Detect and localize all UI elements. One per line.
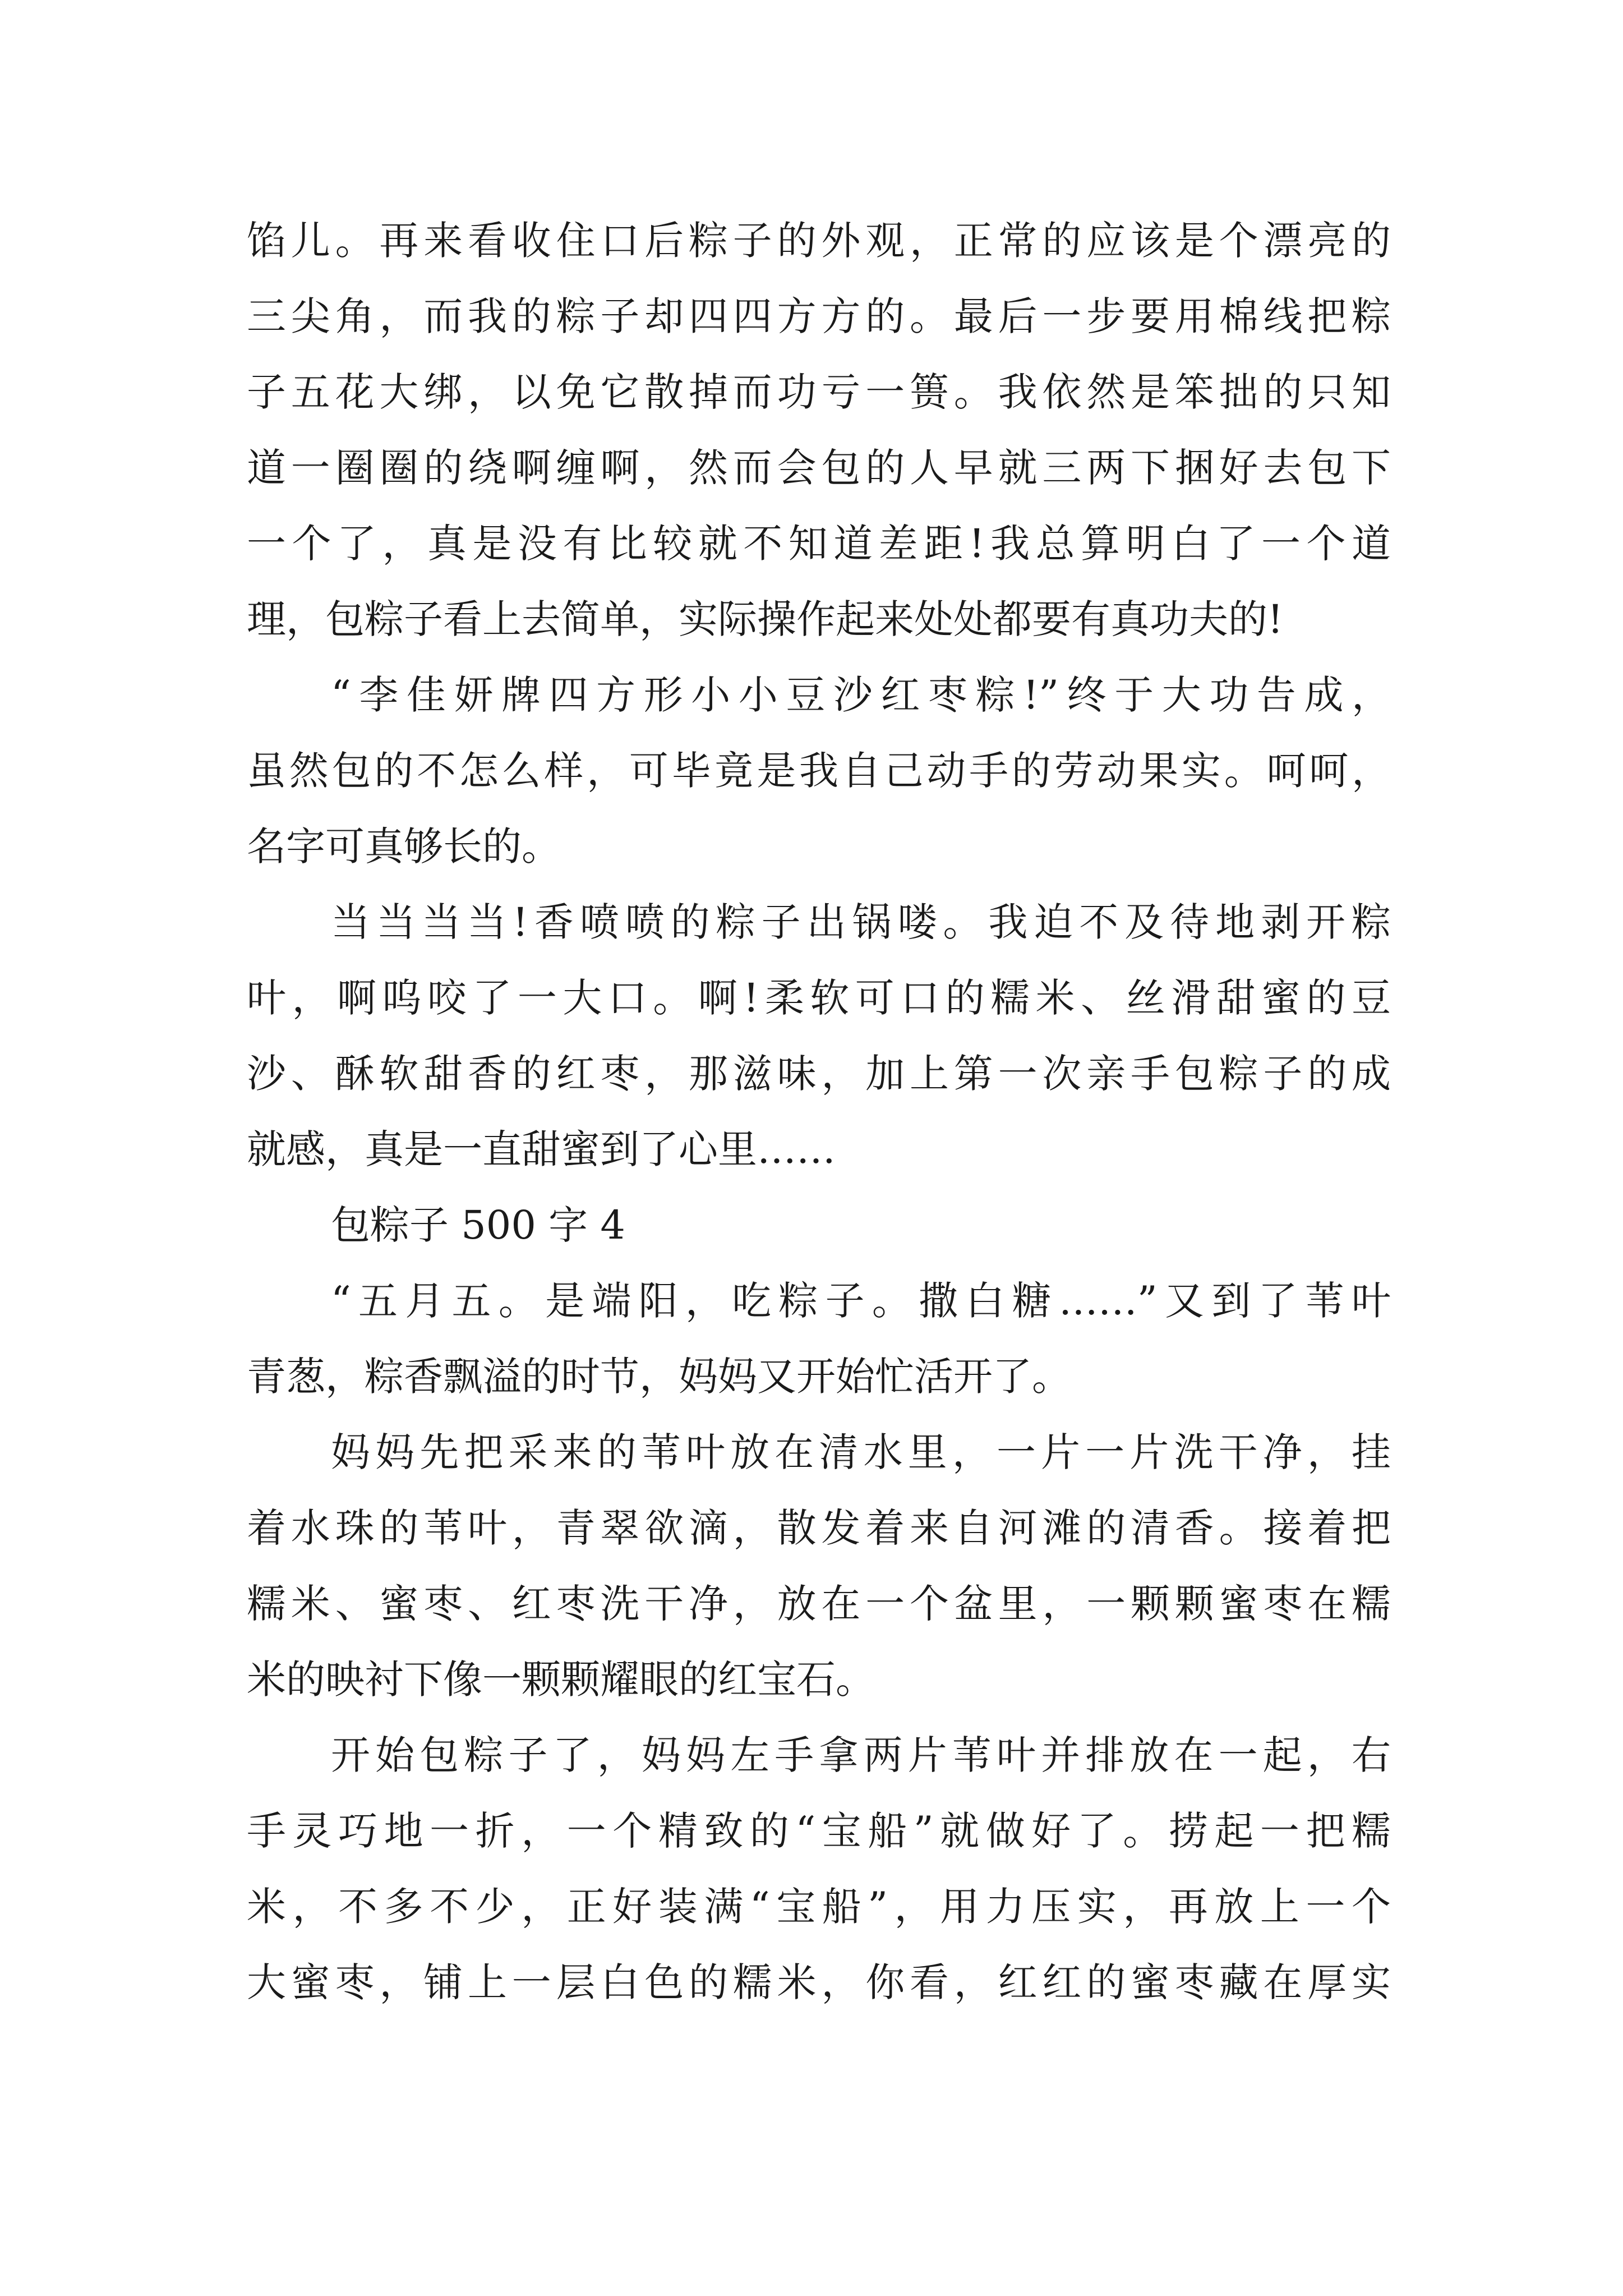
text-line: 大蜜枣，铺上一层白色的糯米，你看，红红的蜜枣藏在厚实 [247,1959,1391,2005]
document-body [247,203,1391,2021]
text-line: 子五花大绑，以免它散掉而功亏一篑。我依然是笨拙的只知 [247,369,1391,415]
text-line: 理，包粽子看上去简单，实际操作起来处处都要有真功夫的! [247,596,1284,642]
text-line: 沙、酥软甜香的红枣，那滋味，加上第一次亲手包粽子的成 [247,1051,1391,1097]
text-line: 名字可真够长的。 [247,823,561,869]
text-line: 着水珠的苇叶，青翠欲滴，散发着来自河滩的清香。接着把 [247,1505,1391,1551]
text-line: 开始包粽子了，妈妈左手拿两片苇叶并排放在一起，右 [331,1732,1391,1778]
text-line: 糯米、蜜枣、红枣洗干净，放在一个盆里，一颗颗蜜枣在糯 [247,1581,1391,1627]
text-line: 米的映衬下像一颗颗耀眼的红宝石。 [247,1657,875,1703]
text-line: 就感，真是一直甜蜜到了心里…… [247,1126,836,1172]
text-line: 叶，啊呜咬了一大口。啊!柔软可口的糯米、丝滑甜蜜的豆 [247,975,1391,1021]
text-line: 青葱，粽香飘溢的时节，妈妈又开始忙活开了。 [247,1354,1071,1400]
text-line: 米，不多不少，正好装满“宝船”，用力压实，再放上一个 [247,1884,1391,1930]
text-line: “五月五。是端阳，吃粽子。撒白糖……”又到了苇叶 [331,1278,1391,1324]
text-line: 一个了，真是没有比较就不知道差距!我总算明白了一个道 [247,521,1391,567]
text-line: 当当当当!香喷喷的粽子出锅喽。我迫不及待地剥开粽 [331,899,1391,945]
text-line: 手灵巧地一折，一个精致的“宝船”就做好了。捞起一把糯 [247,1808,1391,1854]
text-line: 馅儿。再来看收住口后粽子的外观，正常的应该是个漂亮的 [247,218,1391,264]
text-line: “李佳妍牌四方形小小豆沙红枣粽!”终于大功告成， [331,672,1391,718]
text-line: 妈妈先把采来的苇叶放在清水里，一片一片洗干净，挂 [331,1429,1391,1475]
text-line: 包粽子 500 字 4 [331,1202,625,1248]
text-line: 三尖角，而我的粽子却四四方方的。最后一步要用棉线把粽 [247,293,1391,339]
text-line: 虽然包的不怎么样，可毕竟是我自己动手的劳动果实。呵呵， [247,748,1391,794]
text-line: 道一圈圈的绕啊缠啊，然而会包的人早就三两下捆好去包下 [247,445,1391,491]
